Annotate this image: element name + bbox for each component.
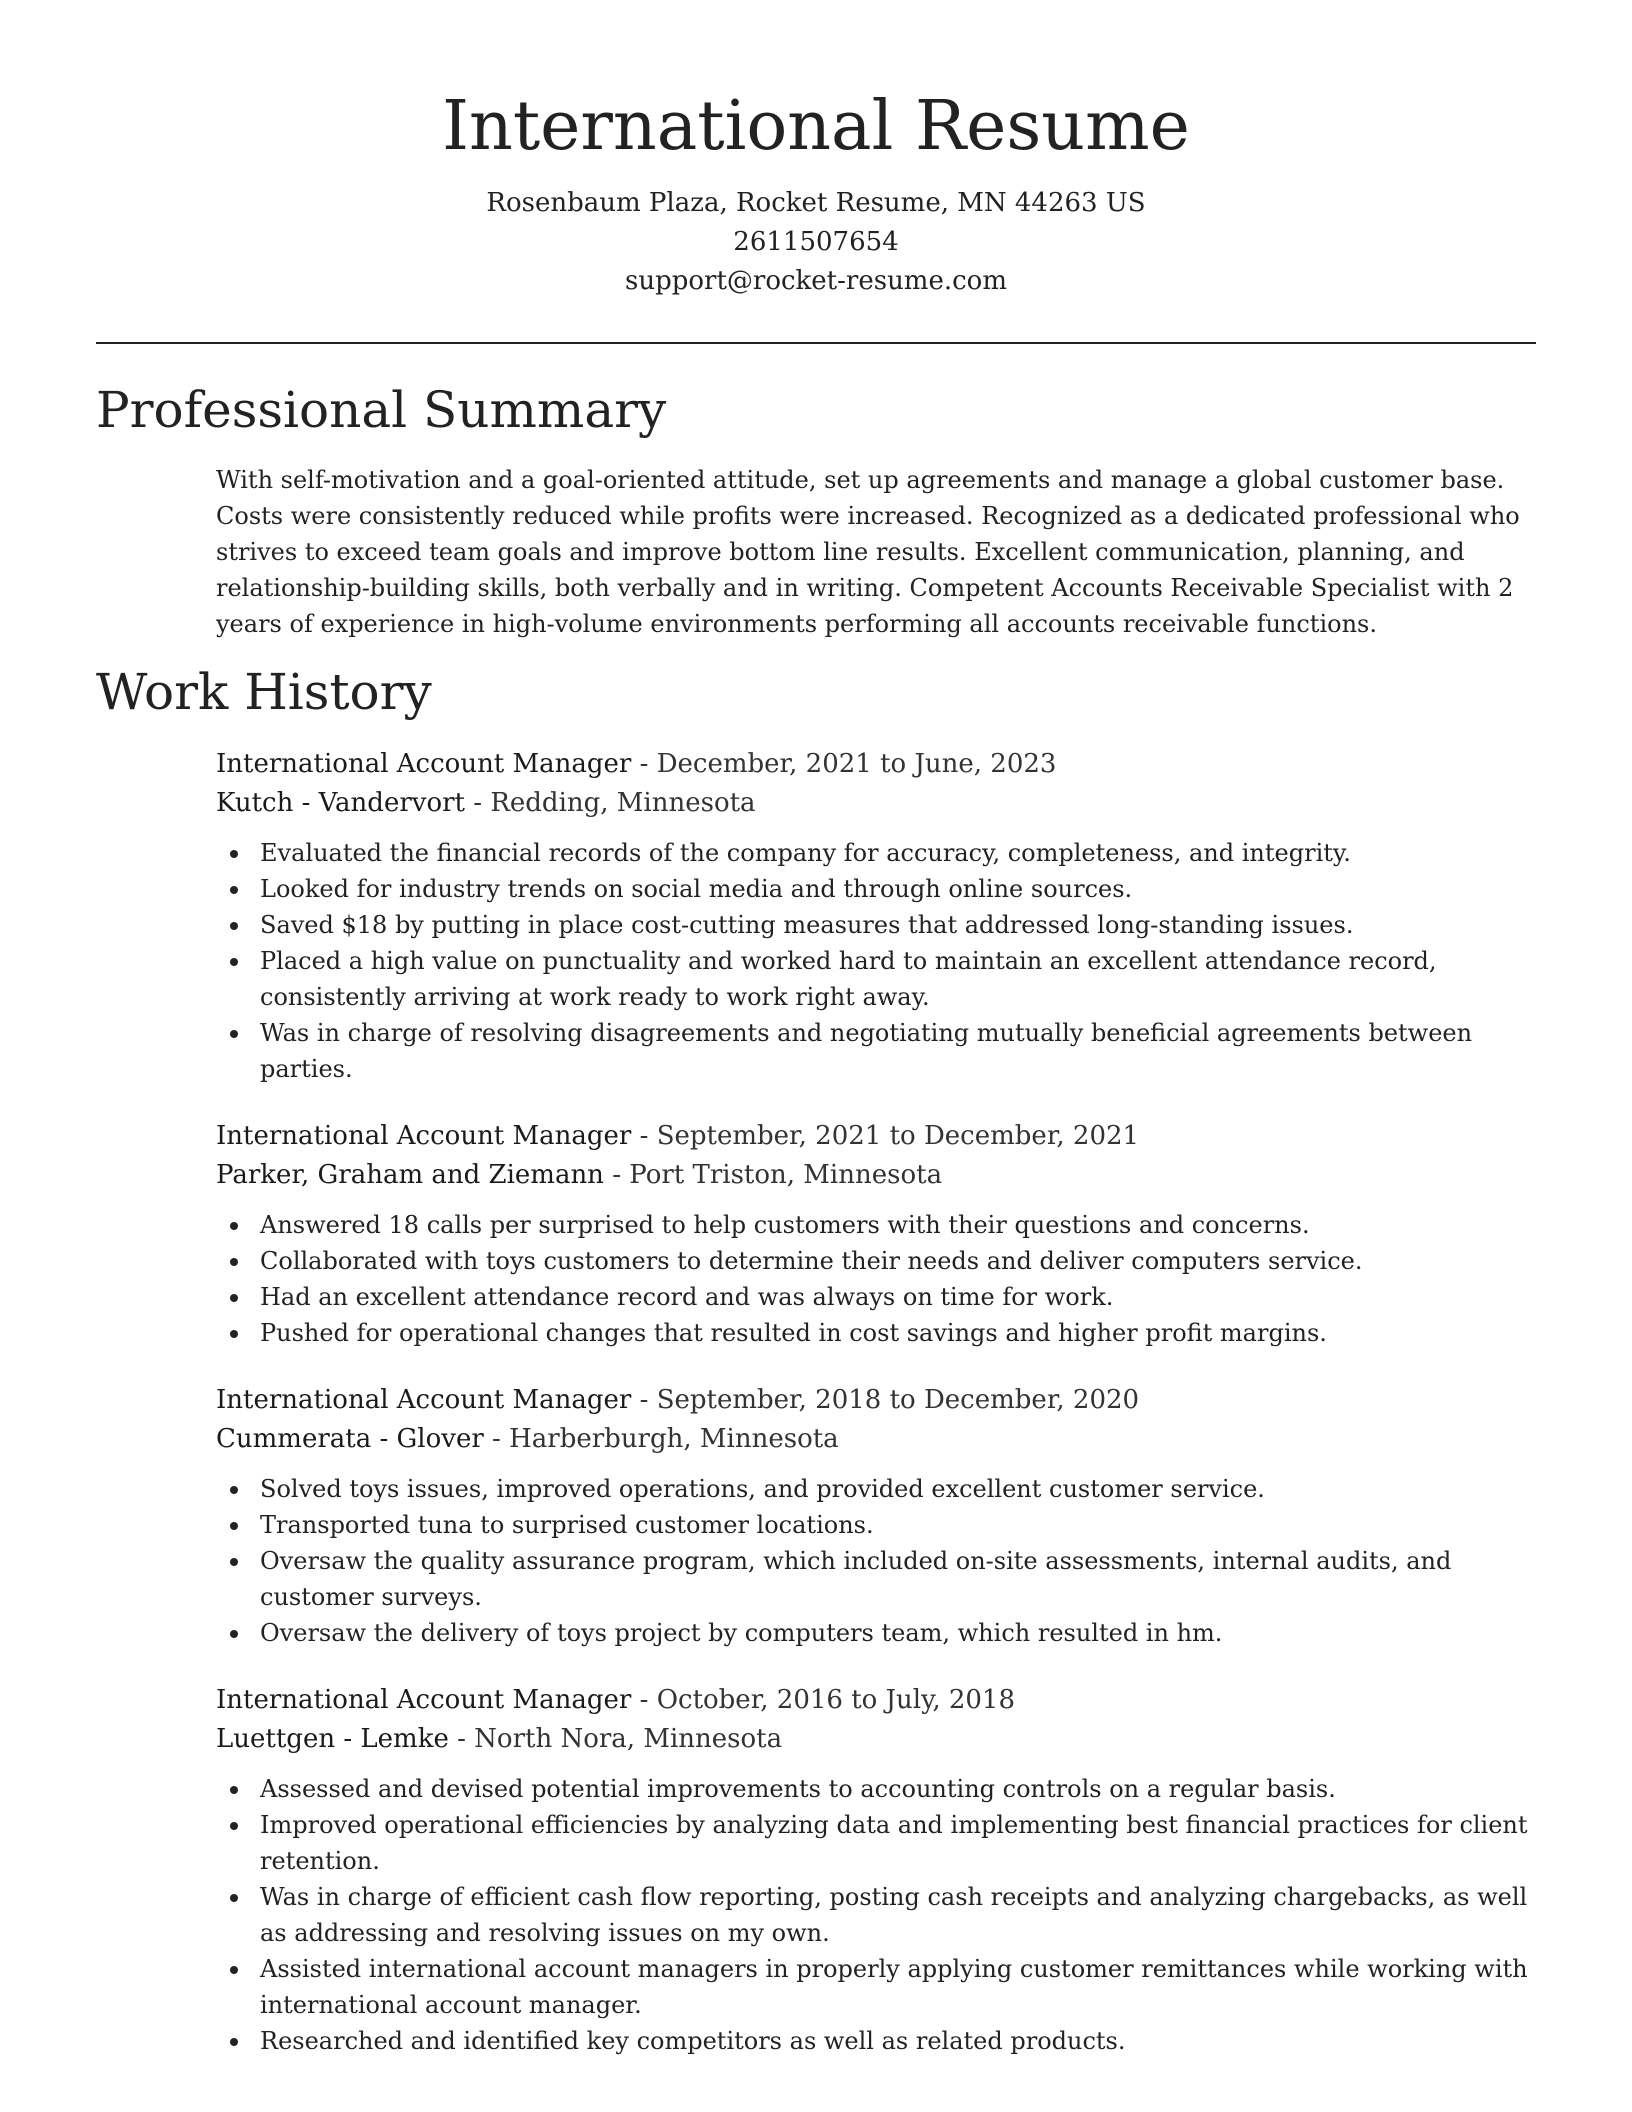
header-divider (96, 342, 1536, 344)
job-title: International Account Manager (216, 1685, 632, 1715)
job-entry (216, 1117, 1546, 1351)
job-dates: September, 2021 to December, 2021 (656, 1121, 1140, 1151)
job-bullet-item: Answered 18 calls per surprised to help customers with their questions and concerns. (260, 1207, 1546, 1243)
job-bullet-item: Oversaw the quality assurance program, which included on-site assessments, internal audits, and customer surveys. (260, 1543, 1546, 1615)
job-bullet-item: Assisted international account managers in properly applying customer remittances while working with international account manager. (260, 1951, 1546, 2023)
job-bullet-item: Researched and identified key competitors as well as related products. (260, 2023, 1546, 2059)
job-entry (216, 745, 1546, 1087)
job-bullet-item: Evaluated the financial records of the company for accuracy, completeness, and integrity. (260, 835, 1546, 871)
job-separator: - (603, 1160, 630, 1190)
job-bullet-item: Saved $18 by putting in place cost-cutting measures that addressed long-standing issues. (260, 907, 1546, 943)
job-bullet-item: Solved toys issues, improved operations, and provided excellent customer service. (260, 1471, 1546, 1507)
summary-text: With self-motivation and a goal-oriented attitude, set up agreements and manage a global customer base. Costs were consistently reduced while profits were increased. Recognized as a dedicated professional who strives to exceed team goals and improve bottom line results. Excellent communication, planning, and relationship-building skills, both verbally and in writing. Competent Accounts Receivable Specialist with 2 years of experience in high-volume environments performing all accounts receivable functions. (216, 466, 1520, 638)
job-bullet-list (216, 1471, 1546, 1651)
job-bullet-item: Improved operational efficiencies by analyzing data and implementing best financial practices for client retention. (260, 1807, 1546, 1879)
job-company-line (216, 784, 1546, 823)
contact-address: Rosenbaum Plaza, Rocket Resume, MN 44263 US (486, 188, 1146, 218)
job-separator: - (448, 1724, 475, 1754)
job-title: International Account Manager (216, 1385, 632, 1415)
job-company: Luettgen - Lemke (216, 1724, 449, 1754)
job-title: International Account Manager (216, 749, 632, 779)
job-bullet-item: Was in charge of efficient cash flow reporting, posting cash receipts and analyzing chargebacks, as well as addressing and resolving issues on my own. (260, 1879, 1546, 1951)
job-separator: - (631, 1385, 657, 1415)
contact-phone: 2611507654 (733, 227, 899, 257)
job-company: Parker, Graham and Ziemann (216, 1160, 604, 1190)
job-entry (216, 1381, 1546, 1651)
job-bullet-item: Looked for industry trends on social media and through online sources. (260, 871, 1546, 907)
job-company-line (216, 1156, 1546, 1195)
job-bullet-item: Had an excellent attendance record and was always on time for work. (260, 1279, 1546, 1315)
candidate-name: International Resume (442, 87, 1190, 166)
job-bullet-list (216, 1207, 1546, 1351)
job-company: Kutch - Vandervort (216, 788, 465, 818)
job-dates: December, 2021 to June, 2023 (656, 749, 1057, 779)
job-location: Harberburgh, Minnesota (509, 1424, 839, 1454)
job-dates: October, 2016 to July, 2018 (656, 1685, 1016, 1715)
job-dates: September, 2018 to December, 2020 (656, 1385, 1140, 1415)
job-separator: - (464, 788, 491, 818)
work-history-list (216, 745, 1546, 2089)
job-bullet-item: Assessed and devised potential improvements to accounting controls on a regular basis. (260, 1771, 1546, 1807)
job-company: Cummerata - Glover (216, 1424, 484, 1454)
job-bullet-item: Was in charge of resolving disagreements and negotiating mutually beneficial agreements between parties. (260, 1015, 1546, 1087)
job-location: North Nora, Minnesota (474, 1724, 783, 1754)
job-title-line (216, 745, 1546, 784)
work-history-heading: Work History (96, 663, 432, 721)
job-company-line (216, 1420, 1546, 1459)
job-separator: - (631, 1121, 657, 1151)
job-entry (216, 1681, 1546, 2059)
job-separator: - (631, 749, 657, 779)
contact-block (0, 184, 1632, 301)
contact-email: support@rocket-resume.com (624, 266, 1007, 296)
job-bullet-item: Placed a high value on punctuality and worked hard to maintain an excellent attendance record, consistently arriving at work ready to work right away. (260, 943, 1546, 1015)
job-bullet-item: Oversaw the delivery of toys project by computers team, which resulted in hm. (260, 1615, 1546, 1651)
job-bullet-item: Pushed for operational changes that resulted in cost savings and higher profit margins. (260, 1315, 1546, 1351)
job-bullet-item: Transported tuna to surprised customer locations. (260, 1507, 1546, 1543)
job-location: Port Triston, Minnesota (629, 1160, 943, 1190)
job-title-line (216, 1117, 1546, 1156)
job-separator: - (483, 1424, 510, 1454)
job-location: Redding, Minnesota (490, 788, 756, 818)
resume-header (0, 84, 1632, 301)
job-separator: - (631, 1685, 657, 1715)
job-title: International Account Manager (216, 1121, 632, 1151)
job-bullet-item: Collaborated with toys customers to determine their needs and deliver computers service. (260, 1243, 1546, 1279)
job-company-line (216, 1720, 1546, 1759)
job-title-line (216, 1381, 1546, 1420)
job-title-line (216, 1681, 1546, 1720)
job-bullet-list (216, 835, 1546, 1087)
job-bullet-list (216, 1771, 1546, 2059)
summary-heading: Professional Summary (96, 381, 667, 439)
